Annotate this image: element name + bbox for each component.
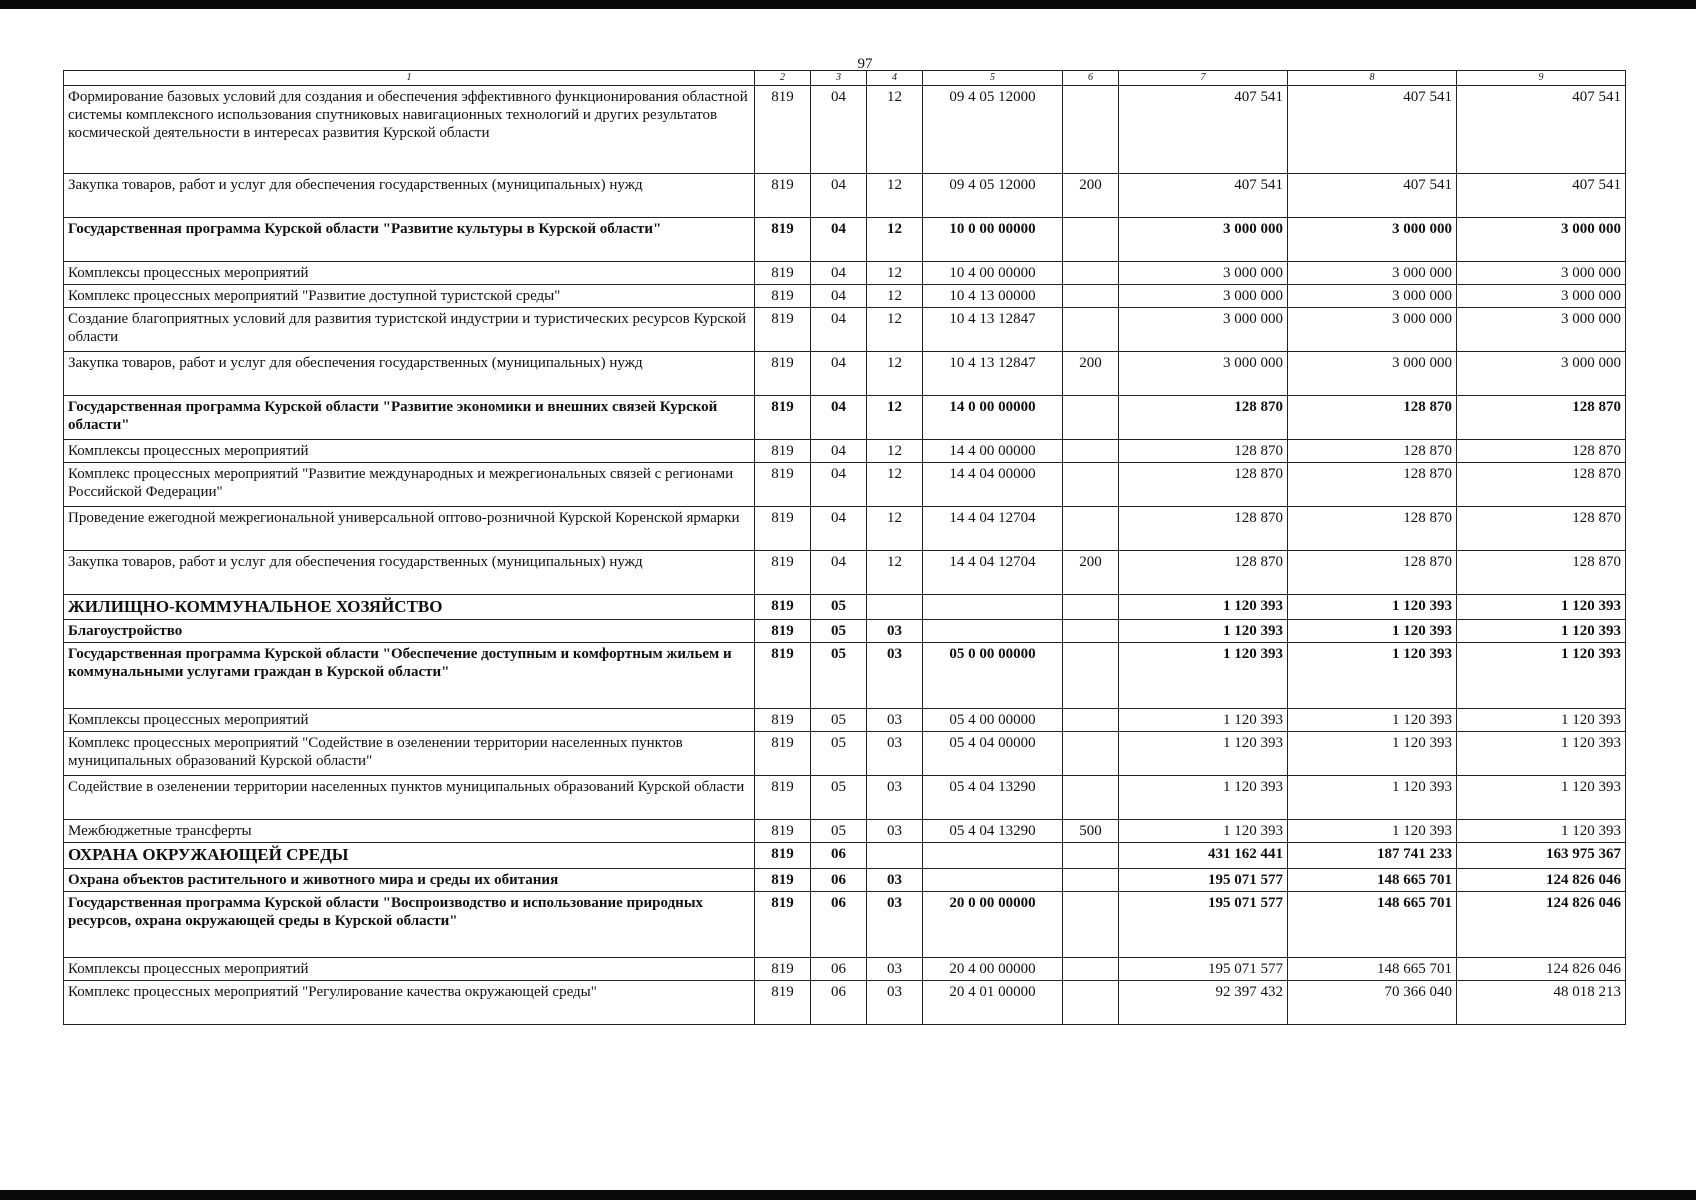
cell-amount-col7: 92 397 432 — [1119, 980, 1288, 1024]
cell-gp: 819 — [755, 595, 811, 620]
cell-amount-col8: 1 120 393 — [1288, 732, 1457, 776]
row-name: Комплексы процессных мероприятий — [64, 709, 755, 732]
cell-subsection: 12 — [867, 440, 923, 463]
row-name: Комплексы процессных мероприятий — [64, 440, 755, 463]
cell-section: 04 — [811, 507, 867, 551]
column-header: 7 — [1119, 71, 1288, 86]
cell-section: 05 — [811, 620, 867, 643]
cell-subsection: 12 — [867, 551, 923, 595]
cell-amount-col7: 1 120 393 — [1119, 776, 1288, 820]
cell-expense-type — [1063, 868, 1119, 891]
cell-amount-col7: 195 071 577 — [1119, 891, 1288, 957]
cell-section: 05 — [811, 595, 867, 620]
column-header: 4 — [867, 71, 923, 86]
cell-target-article: 14 4 00 00000 — [923, 440, 1063, 463]
cell-section: 06 — [811, 957, 867, 980]
row-name: Государственная программа Курской области "Развитие экономики и внешних связей Курской области" — [64, 396, 755, 440]
cell-subsection: 03 — [867, 776, 923, 820]
row-name: Охрана объектов растительного и животного мира и среды их обитания — [64, 868, 755, 891]
scan-bottom-border — [0, 1190, 1696, 1200]
cell-gp: 819 — [755, 643, 811, 709]
cell-section: 04 — [811, 396, 867, 440]
cell-subsection: 12 — [867, 262, 923, 285]
cell-subsection: 03 — [867, 980, 923, 1024]
cell-expense-type — [1063, 507, 1119, 551]
table-row — [64, 843, 1626, 868]
cell-amount-col8: 3 000 000 — [1288, 262, 1457, 285]
table-row — [64, 620, 1626, 643]
table-row — [64, 820, 1626, 843]
cell-gp: 819 — [755, 868, 811, 891]
cell-amount-col9: 1 120 393 — [1457, 776, 1626, 820]
row-name: ЖИЛИЩНО-КОММУНАЛЬНОЕ ХОЗЯЙСТВО — [64, 595, 755, 620]
row-name: Комплекс процессных мероприятий "Содействие в озеленении территории населенных пунктов муниципальных образований Курской области" — [64, 732, 755, 776]
cell-gp: 819 — [755, 440, 811, 463]
cell-target-article: 14 4 04 00000 — [923, 463, 1063, 507]
cell-target-article: 05 4 04 13290 — [923, 776, 1063, 820]
cell-amount-col8: 128 870 — [1288, 396, 1457, 440]
cell-gp: 819 — [755, 843, 811, 868]
cell-amount-col7: 3 000 000 — [1119, 308, 1288, 352]
table-row — [64, 868, 1626, 891]
cell-target-article: 10 0 00 00000 — [923, 218, 1063, 262]
row-name: Комплекс процессных мероприятий "Развитие международных и межрегиональных связей с регионами Российской Федерации" — [64, 463, 755, 507]
cell-target-article: 05 0 00 00000 — [923, 643, 1063, 709]
cell-gp: 819 — [755, 551, 811, 595]
cell-amount-col8: 3 000 000 — [1288, 352, 1457, 396]
cell-gp: 819 — [755, 352, 811, 396]
cell-subsection: 12 — [867, 352, 923, 396]
cell-target-article: 20 4 00 00000 — [923, 957, 1063, 980]
cell-subsection: 12 — [867, 396, 923, 440]
cell-expense-type: 200 — [1063, 551, 1119, 595]
cell-amount-col7: 1 120 393 — [1119, 643, 1288, 709]
cell-amount-col8: 1 120 393 — [1288, 820, 1457, 843]
cell-section: 05 — [811, 732, 867, 776]
column-header: 2 — [755, 71, 811, 86]
cell-section: 05 — [811, 643, 867, 709]
table-row — [64, 709, 1626, 732]
cell-amount-col9: 1 120 393 — [1457, 643, 1626, 709]
cell-target-article: 05 4 04 13290 — [923, 820, 1063, 843]
cell-target-article — [923, 868, 1063, 891]
cell-expense-type — [1063, 595, 1119, 620]
table-row — [64, 551, 1626, 595]
cell-amount-col7: 128 870 — [1119, 463, 1288, 507]
cell-subsection: 03 — [867, 957, 923, 980]
cell-amount-col7: 3 000 000 — [1119, 262, 1288, 285]
row-name: ОХРАНА ОКРУЖАЮЩЕЙ СРЕДЫ — [64, 843, 755, 868]
cell-amount-col8: 1 120 393 — [1288, 643, 1457, 709]
cell-subsection: 03 — [867, 643, 923, 709]
cell-gp: 819 — [755, 174, 811, 218]
cell-amount-col7: 1 120 393 — [1119, 732, 1288, 776]
cell-amount-col9: 124 826 046 — [1457, 891, 1626, 957]
cell-amount-col9: 3 000 000 — [1457, 352, 1626, 396]
cell-section: 05 — [811, 709, 867, 732]
table-row — [64, 396, 1626, 440]
cell-amount-col8: 148 665 701 — [1288, 891, 1457, 957]
cell-gp: 819 — [755, 891, 811, 957]
row-name: Содействие в озеленении территории населенных пунктов муниципальных образований Курской области — [64, 776, 755, 820]
cell-gp: 819 — [755, 957, 811, 980]
cell-amount-col8: 128 870 — [1288, 507, 1457, 551]
cell-target-article — [923, 843, 1063, 868]
row-name: Межбюджетные трансферты — [64, 820, 755, 843]
cell-amount-col8: 1 120 393 — [1288, 595, 1457, 620]
cell-gp: 819 — [755, 709, 811, 732]
cell-amount-col8: 128 870 — [1288, 440, 1457, 463]
cell-subsection: 12 — [867, 507, 923, 551]
cell-amount-col9: 407 541 — [1457, 174, 1626, 218]
table-row — [64, 174, 1626, 218]
cell-gp: 819 — [755, 463, 811, 507]
cell-expense-type — [1063, 843, 1119, 868]
cell-expense-type: 500 — [1063, 820, 1119, 843]
row-name: Государственная программа Курской области "Воспроизводство и использование природных ресурсов, охрана окружающей среды в Курской области" — [64, 891, 755, 957]
cell-amount-col8: 148 665 701 — [1288, 957, 1457, 980]
cell-gp: 819 — [755, 262, 811, 285]
cell-amount-col8: 148 665 701 — [1288, 868, 1457, 891]
cell-section: 04 — [811, 551, 867, 595]
cell-subsection: 12 — [867, 285, 923, 308]
cell-gp: 819 — [755, 308, 811, 352]
cell-gp: 819 — [755, 980, 811, 1024]
cell-amount-col8: 1 120 393 — [1288, 709, 1457, 732]
cell-amount-col7: 1 120 393 — [1119, 595, 1288, 620]
row-name: Комплексы процессных мероприятий — [64, 262, 755, 285]
cell-amount-col7: 195 071 577 — [1119, 957, 1288, 980]
cell-amount-col7: 128 870 — [1119, 396, 1288, 440]
cell-section: 04 — [811, 352, 867, 396]
cell-subsection: 03 — [867, 709, 923, 732]
cell-amount-col8: 1 120 393 — [1288, 776, 1457, 820]
cell-subsection: 03 — [867, 891, 923, 957]
cell-target-article — [923, 595, 1063, 620]
table-row — [64, 285, 1626, 308]
cell-amount-col7: 128 870 — [1119, 551, 1288, 595]
cell-amount-col7: 407 541 — [1119, 174, 1288, 218]
cell-amount-col9: 1 120 393 — [1457, 620, 1626, 643]
cell-subsection — [867, 843, 923, 868]
cell-amount-col7: 128 870 — [1119, 440, 1288, 463]
cell-section: 05 — [811, 820, 867, 843]
cell-target-article: 05 4 00 00000 — [923, 709, 1063, 732]
table-row — [64, 308, 1626, 352]
cell-amount-col8: 187 741 233 — [1288, 843, 1457, 868]
table-row — [64, 891, 1626, 957]
cell-subsection: 12 — [867, 308, 923, 352]
cell-amount-col8: 128 870 — [1288, 463, 1457, 507]
cell-target-article: 20 4 01 00000 — [923, 980, 1063, 1024]
cell-amount-col7: 1 120 393 — [1119, 620, 1288, 643]
table-row — [64, 957, 1626, 980]
cell-subsection: 12 — [867, 86, 923, 174]
cell-gp: 819 — [755, 285, 811, 308]
scan-top-border — [0, 0, 1696, 9]
cell-subsection: 03 — [867, 820, 923, 843]
cell-amount-col9: 1 120 393 — [1457, 595, 1626, 620]
column-header: 5 — [923, 71, 1063, 86]
cell-amount-col9: 124 826 046 — [1457, 868, 1626, 891]
cell-amount-col7: 195 071 577 — [1119, 868, 1288, 891]
cell-expense-type — [1063, 396, 1119, 440]
table-row — [64, 507, 1626, 551]
cell-subsection: 12 — [867, 174, 923, 218]
cell-expense-type — [1063, 732, 1119, 776]
table-row — [64, 352, 1626, 396]
cell-amount-col9: 1 120 393 — [1457, 709, 1626, 732]
cell-target-article: 10 4 13 12847 — [923, 308, 1063, 352]
cell-amount-col8: 128 870 — [1288, 551, 1457, 595]
cell-expense-type — [1063, 285, 1119, 308]
cell-gp: 819 — [755, 86, 811, 174]
cell-section: 04 — [811, 262, 867, 285]
cell-expense-type — [1063, 463, 1119, 507]
row-name: Проведение ежегодной межрегиональной универсальной оптово-розничной Курской Коренской ярмарки — [64, 507, 755, 551]
cell-section: 04 — [811, 218, 867, 262]
cell-amount-col8: 407 541 — [1288, 86, 1457, 174]
cell-amount-col9: 163 975 367 — [1457, 843, 1626, 868]
cell-expense-type — [1063, 620, 1119, 643]
table-row — [64, 732, 1626, 776]
cell-amount-col7: 431 162 441 — [1119, 843, 1288, 868]
cell-amount-col8: 3 000 000 — [1288, 218, 1457, 262]
cell-gp: 819 — [755, 820, 811, 843]
cell-section: 05 — [811, 776, 867, 820]
cell-amount-col7: 128 870 — [1119, 507, 1288, 551]
cell-gp: 819 — [755, 507, 811, 551]
cell-section: 06 — [811, 843, 867, 868]
row-name: Государственная программа Курской области "Развитие культуры в Курской области" — [64, 218, 755, 262]
table-row — [64, 262, 1626, 285]
cell-amount-col7: 3 000 000 — [1119, 218, 1288, 262]
cell-target-article: 10 4 13 12847 — [923, 352, 1063, 396]
cell-expense-type — [1063, 86, 1119, 174]
cell-amount-col8: 70 366 040 — [1288, 980, 1457, 1024]
cell-subsection: 12 — [867, 218, 923, 262]
cell-gp: 819 — [755, 620, 811, 643]
cell-amount-col7: 1 120 393 — [1119, 709, 1288, 732]
cell-subsection — [867, 595, 923, 620]
cell-section: 04 — [811, 308, 867, 352]
row-name: Закупка товаров, работ и услуг для обеспечения государственных (муниципальных) нужд — [64, 551, 755, 595]
cell-amount-col8: 3 000 000 — [1288, 308, 1457, 352]
cell-section: 04 — [811, 174, 867, 218]
cell-expense-type — [1063, 308, 1119, 352]
cell-target-article: 09 4 05 12000 — [923, 174, 1063, 218]
budget-table — [63, 70, 1626, 1025]
cell-amount-col8: 3 000 000 — [1288, 285, 1457, 308]
cell-target-article: 09 4 05 12000 — [923, 86, 1063, 174]
cell-target-article: 10 4 00 00000 — [923, 262, 1063, 285]
cell-expense-type — [1063, 776, 1119, 820]
page-number: 97 — [857, 56, 873, 72]
cell-section: 04 — [811, 285, 867, 308]
table-row — [64, 440, 1626, 463]
cell-amount-col9: 3 000 000 — [1457, 308, 1626, 352]
cell-target-article: 14 4 04 12704 — [923, 507, 1063, 551]
cell-amount-col9: 3 000 000 — [1457, 285, 1626, 308]
cell-expense-type — [1063, 262, 1119, 285]
cell-amount-col9: 1 120 393 — [1457, 732, 1626, 776]
table-row — [64, 643, 1626, 709]
cell-subsection: 03 — [867, 732, 923, 776]
cell-expense-type: 200 — [1063, 352, 1119, 396]
cell-target-article — [923, 620, 1063, 643]
row-name: Государственная программа Курской области "Обеспечение доступным и комфортным жильем и коммунальными услугами граждан в Курской области" — [64, 643, 755, 709]
row-name: Создание благоприятных условий для развития туристской индустрии и туристических ресурсов Курской области — [64, 308, 755, 352]
cell-subsection: 12 — [867, 463, 923, 507]
table-row — [64, 86, 1626, 174]
table-row — [64, 595, 1626, 620]
cell-section: 04 — [811, 86, 867, 174]
cell-target-article: 10 4 13 00000 — [923, 285, 1063, 308]
cell-amount-col9: 48 018 213 — [1457, 980, 1626, 1024]
cell-section: 04 — [811, 463, 867, 507]
row-name: Комплекс процессных мероприятий "Развитие доступной туристской среды" — [64, 285, 755, 308]
table-row — [64, 463, 1626, 507]
cell-target-article: 05 4 04 00000 — [923, 732, 1063, 776]
row-name: Закупка товаров, работ и услуг для обеспечения государственных (муниципальных) нужд — [64, 174, 755, 218]
column-header: 9 — [1457, 71, 1626, 86]
cell-amount-col7: 3 000 000 — [1119, 352, 1288, 396]
cell-expense-type: 200 — [1063, 174, 1119, 218]
table-row — [64, 218, 1626, 262]
column-header: 6 — [1063, 71, 1119, 86]
row-name: Благоустройство — [64, 620, 755, 643]
cell-subsection: 03 — [867, 620, 923, 643]
cell-expense-type — [1063, 643, 1119, 709]
cell-amount-col9: 124 826 046 — [1457, 957, 1626, 980]
cell-gp: 819 — [755, 776, 811, 820]
cell-expense-type — [1063, 980, 1119, 1024]
cell-amount-col9: 128 870 — [1457, 463, 1626, 507]
cell-subsection: 03 — [867, 868, 923, 891]
cell-amount-col9: 128 870 — [1457, 440, 1626, 463]
cell-amount-col9: 128 870 — [1457, 507, 1626, 551]
cell-gp: 819 — [755, 732, 811, 776]
cell-section: 06 — [811, 891, 867, 957]
cell-gp: 819 — [755, 218, 811, 262]
cell-expense-type — [1063, 891, 1119, 957]
row-name: Формирование базовых условий для создания и обеспечения эффективного функционирования областной системы комплексного использования спутниковых навигационных технологий и других результатов космической деятельности в интересах развития Курской области — [64, 86, 755, 174]
cell-section: 06 — [811, 980, 867, 1024]
cell-amount-col9: 407 541 — [1457, 86, 1626, 174]
cell-target-article: 14 0 00 00000 — [923, 396, 1063, 440]
cell-section: 04 — [811, 440, 867, 463]
column-header: 1 — [64, 71, 755, 86]
table-row — [64, 980, 1626, 1024]
column-header: 3 — [811, 71, 867, 86]
table-header-row — [64, 71, 1626, 86]
cell-expense-type — [1063, 440, 1119, 463]
table-row — [64, 776, 1626, 820]
cell-amount-col7: 407 541 — [1119, 86, 1288, 174]
cell-amount-col8: 1 120 393 — [1288, 620, 1457, 643]
row-name: Комплексы процессных мероприятий — [64, 957, 755, 980]
cell-target-article: 14 4 04 12704 — [923, 551, 1063, 595]
cell-amount-col8: 407 541 — [1288, 174, 1457, 218]
cell-gp: 819 — [755, 396, 811, 440]
row-name: Комплекс процессных мероприятий "Регулирование качества окружающей среды" — [64, 980, 755, 1024]
cell-amount-col9: 128 870 — [1457, 551, 1626, 595]
cell-expense-type — [1063, 709, 1119, 732]
column-header: 8 — [1288, 71, 1457, 86]
cell-expense-type — [1063, 218, 1119, 262]
cell-amount-col9: 1 120 393 — [1457, 820, 1626, 843]
cell-expense-type — [1063, 957, 1119, 980]
row-name: Закупка товаров, работ и услуг для обеспечения государственных (муниципальных) нужд — [64, 352, 755, 396]
cell-amount-col9: 128 870 — [1457, 396, 1626, 440]
cell-target-article: 20 0 00 00000 — [923, 891, 1063, 957]
cell-amount-col7: 3 000 000 — [1119, 285, 1288, 308]
cell-amount-col7: 1 120 393 — [1119, 820, 1288, 843]
cell-section: 06 — [811, 868, 867, 891]
cell-amount-col9: 3 000 000 — [1457, 262, 1626, 285]
cell-amount-col9: 3 000 000 — [1457, 218, 1626, 262]
